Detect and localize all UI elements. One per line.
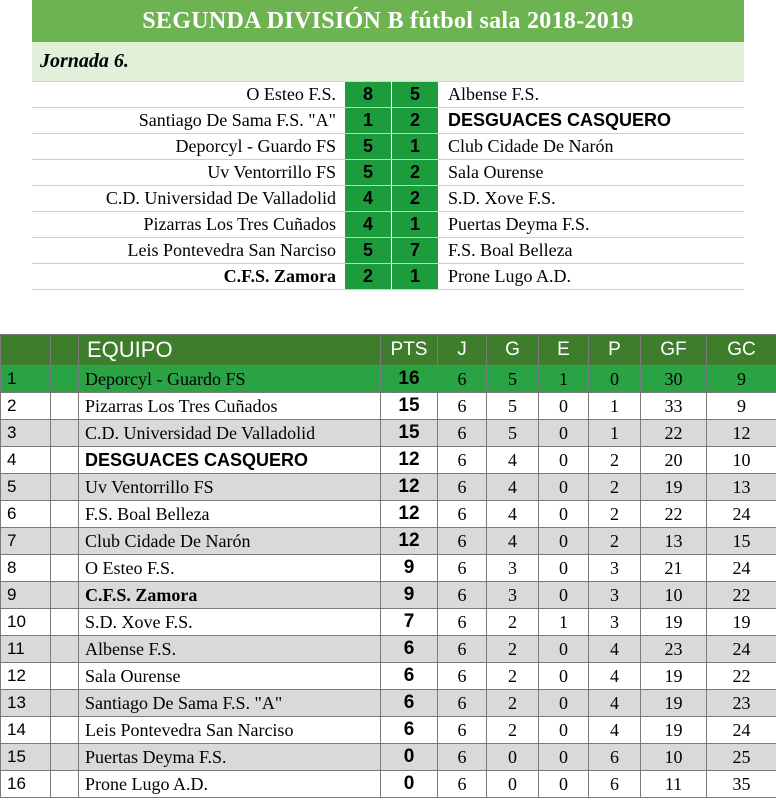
lost: 2 — [589, 447, 641, 474]
lost: 6 — [589, 771, 641, 798]
away-goals: 1 — [391, 264, 438, 289]
drawn: 0 — [539, 717, 589, 744]
drawn: 0 — [539, 555, 589, 582]
played: 6 — [438, 771, 487, 798]
won: 2 — [487, 636, 539, 663]
position: 7 — [1, 528, 51, 555]
won: 4 — [487, 447, 539, 474]
position: 4 — [1, 447, 51, 474]
page-title: SEGUNDA DIVISIÓN B fútbol sala 2018-2019 — [32, 0, 744, 42]
lost: 2 — [589, 474, 641, 501]
goals-against: 25 — [707, 744, 776, 771]
goals-against: 13 — [707, 474, 776, 501]
header-goals-against: GC — [707, 335, 776, 366]
drawn: 0 — [539, 528, 589, 555]
goals-for: 20 — [641, 447, 707, 474]
result-row — [32, 160, 744, 186]
won: 3 — [487, 555, 539, 582]
team-name: Leis Pontevedra San Narciso — [79, 717, 381, 744]
home-team: O Esteo F.S. — [246, 84, 336, 104]
position: 9 — [1, 582, 51, 609]
home-team: C.F.S. Zamora — [223, 266, 336, 286]
position: 3 — [1, 420, 51, 447]
header-team: EQUIPO — [79, 335, 381, 366]
team-name: C.F.S. Zamora — [79, 582, 381, 609]
results-block — [32, 0, 744, 290]
played: 6 — [438, 690, 487, 717]
lost: 1 — [589, 420, 641, 447]
blank-cell — [51, 771, 79, 798]
away-team: DESGUACES CASQUERO — [448, 110, 672, 130]
played: 6 — [438, 420, 487, 447]
result-row — [32, 108, 744, 134]
home-team: C.D. Universidad De Valladolid — [105, 188, 336, 208]
drawn: 0 — [539, 447, 589, 474]
goals-against: 23 — [707, 690, 776, 717]
position: 11 — [1, 636, 51, 663]
team-name: Uv Ventorrillo FS — [79, 474, 381, 501]
table-header-row — [1, 335, 776, 366]
goals-against: 19 — [707, 609, 776, 636]
won: 0 — [487, 744, 539, 771]
lost: 4 — [589, 663, 641, 690]
position: 2 — [1, 393, 51, 420]
played: 6 — [438, 528, 487, 555]
table-row — [1, 447, 776, 474]
points: 7 — [381, 609, 438, 636]
header-pos — [1, 335, 51, 366]
header-lost: P — [589, 335, 641, 366]
home-goals: 5 — [344, 160, 391, 185]
result-row — [32, 212, 744, 238]
result-row — [32, 264, 744, 290]
away-goals: 7 — [391, 238, 438, 263]
won: 4 — [487, 528, 539, 555]
played: 6 — [438, 474, 487, 501]
drawn: 0 — [539, 582, 589, 609]
round-label: Jornada 6. — [32, 42, 744, 82]
home-team: Leis Pontevedra San Narciso — [127, 240, 336, 260]
home-goals: 5 — [344, 238, 391, 263]
goals-for: 10 — [641, 744, 707, 771]
points: 6 — [381, 636, 438, 663]
drawn: 0 — [539, 474, 589, 501]
goals-against: 22 — [707, 663, 776, 690]
goals-against: 10 — [707, 447, 776, 474]
drawn: 0 — [539, 636, 589, 663]
goals-for: 33 — [641, 393, 707, 420]
played: 6 — [438, 636, 487, 663]
blank-cell — [51, 393, 79, 420]
away-team: Sala Ourense — [448, 162, 544, 182]
lost: 3 — [589, 555, 641, 582]
table-row — [1, 663, 776, 690]
header-goals-for: GF — [641, 335, 707, 366]
points: 6 — [381, 717, 438, 744]
points: 15 — [381, 420, 438, 447]
points: 12 — [381, 528, 438, 555]
position: 10 — [1, 609, 51, 636]
position: 1 — [1, 366, 51, 393]
team-name: F.S. Boal Belleza — [79, 501, 381, 528]
drawn: 1 — [539, 609, 589, 636]
header-played: J — [438, 335, 487, 366]
won: 5 — [487, 366, 539, 393]
points: 6 — [381, 690, 438, 717]
home-team: Pizarras Los Tres Cuñados — [143, 214, 336, 234]
team-name: Santiago De Sama F.S. "A" — [79, 690, 381, 717]
lost: 3 — [589, 609, 641, 636]
played: 6 — [438, 447, 487, 474]
points: 12 — [381, 501, 438, 528]
team-name: Club Cidade De Narón — [79, 528, 381, 555]
goals-for: 13 — [641, 528, 707, 555]
drawn: 0 — [539, 663, 589, 690]
header-pts: PTS — [381, 335, 438, 366]
points: 12 — [381, 447, 438, 474]
blank-cell — [51, 528, 79, 555]
team-name: Deporcyl - Guardo FS — [79, 366, 381, 393]
away-team: F.S. Boal Belleza — [448, 240, 573, 260]
played: 6 — [438, 609, 487, 636]
blank-cell — [51, 609, 79, 636]
goals-for: 19 — [641, 474, 707, 501]
lost: 4 — [589, 636, 641, 663]
goals-for: 30 — [641, 366, 707, 393]
team-name: Prone Lugo A.D. — [79, 771, 381, 798]
goals-against: 24 — [707, 636, 776, 663]
standings-table — [0, 334, 776, 798]
drawn: 0 — [539, 771, 589, 798]
goals-for: 19 — [641, 663, 707, 690]
position: 8 — [1, 555, 51, 582]
result-row — [32, 238, 744, 264]
away-team: S.D. Xove F.S. — [448, 188, 556, 208]
away-goals: 2 — [391, 160, 438, 185]
goals-against: 9 — [707, 393, 776, 420]
home-team: Santiago De Sama F.S. "A" — [138, 110, 336, 130]
position: 14 — [1, 717, 51, 744]
drawn: 0 — [539, 690, 589, 717]
position: 6 — [1, 501, 51, 528]
team-name: O Esteo F.S. — [79, 555, 381, 582]
lost: 6 — [589, 744, 641, 771]
blank-cell — [51, 555, 79, 582]
blank-cell — [51, 717, 79, 744]
drawn: 0 — [539, 420, 589, 447]
blank-cell — [51, 663, 79, 690]
drawn: 0 — [539, 501, 589, 528]
won: 2 — [487, 663, 539, 690]
away-goals: 1 — [391, 212, 438, 237]
goals-for: 23 — [641, 636, 707, 663]
away-team: Puertas Deyma F.S. — [448, 214, 590, 234]
away-team: Prone Lugo A.D. — [448, 266, 571, 286]
played: 6 — [438, 366, 487, 393]
position: 12 — [1, 663, 51, 690]
blank-cell — [51, 744, 79, 771]
result-row — [32, 82, 744, 108]
lost: 4 — [589, 690, 641, 717]
goals-against: 24 — [707, 555, 776, 582]
goals-against: 24 — [707, 501, 776, 528]
won: 4 — [487, 474, 539, 501]
table-row — [1, 771, 776, 798]
header-drawn: E — [539, 335, 589, 366]
blank-cell — [51, 636, 79, 663]
played: 6 — [438, 582, 487, 609]
team-name: Sala Ourense — [79, 663, 381, 690]
home-goals: 4 — [344, 212, 391, 237]
played: 6 — [438, 744, 487, 771]
away-goals: 2 — [391, 108, 438, 133]
won: 5 — [487, 393, 539, 420]
table-row — [1, 555, 776, 582]
goals-against: 35 — [707, 771, 776, 798]
won: 0 — [487, 771, 539, 798]
lost: 3 — [589, 582, 641, 609]
blank-cell — [51, 582, 79, 609]
won: 5 — [487, 420, 539, 447]
goals-for: 21 — [641, 555, 707, 582]
won: 2 — [487, 609, 539, 636]
points: 0 — [381, 744, 438, 771]
table-row — [1, 744, 776, 771]
goals-for: 22 — [641, 420, 707, 447]
blank-cell — [51, 501, 79, 528]
team-name: Albense F.S. — [79, 636, 381, 663]
home-goals: 4 — [344, 186, 391, 211]
away-goals: 1 — [391, 134, 438, 159]
points: 9 — [381, 582, 438, 609]
blank-cell — [51, 366, 79, 393]
lost: 2 — [589, 528, 641, 555]
home-team: Uv Ventorrillo FS — [207, 162, 336, 182]
away-goals: 5 — [391, 82, 438, 107]
goals-for: 19 — [641, 609, 707, 636]
result-row — [32, 186, 744, 212]
position: 13 — [1, 690, 51, 717]
table-row — [1, 420, 776, 447]
table-row — [1, 609, 776, 636]
table-row — [1, 393, 776, 420]
won: 4 — [487, 501, 539, 528]
home-team: Deporcyl - Guardo FS — [175, 136, 336, 156]
lost: 1 — [589, 393, 641, 420]
goals-against: 15 — [707, 528, 776, 555]
header-won: G — [487, 335, 539, 366]
won: 2 — [487, 690, 539, 717]
table-row — [1, 474, 776, 501]
points: 12 — [381, 474, 438, 501]
home-goals: 2 — [344, 264, 391, 289]
blank-cell — [51, 420, 79, 447]
home-goals: 8 — [344, 82, 391, 107]
table-row — [1, 636, 776, 663]
won: 2 — [487, 717, 539, 744]
goals-against: 22 — [707, 582, 776, 609]
blank-cell — [51, 474, 79, 501]
played: 6 — [438, 501, 487, 528]
played: 6 — [438, 717, 487, 744]
table-row — [1, 528, 776, 555]
table-row — [1, 582, 776, 609]
position: 16 — [1, 771, 51, 798]
goals-for: 22 — [641, 501, 707, 528]
blank-cell — [51, 690, 79, 717]
away-team: Albense F.S. — [448, 84, 540, 104]
lost: 2 — [589, 501, 641, 528]
points: 15 — [381, 393, 438, 420]
played: 6 — [438, 555, 487, 582]
drawn: 0 — [539, 393, 589, 420]
played: 6 — [438, 663, 487, 690]
goals-against: 24 — [707, 717, 776, 744]
team-name: C.D. Universidad De Valladolid — [79, 420, 381, 447]
points: 9 — [381, 555, 438, 582]
team-name: Pizarras Los Tres Cuñados — [79, 393, 381, 420]
played: 6 — [438, 393, 487, 420]
table-row — [1, 717, 776, 744]
points: 6 — [381, 663, 438, 690]
points: 0 — [381, 771, 438, 798]
home-goals: 5 — [344, 134, 391, 159]
table-row — [1, 501, 776, 528]
drawn: 0 — [539, 744, 589, 771]
lost: 4 — [589, 717, 641, 744]
away-team: Club Cidade De Narón — [448, 136, 614, 156]
team-name: DESGUACES CASQUERO — [79, 447, 381, 474]
goals-for: 10 — [641, 582, 707, 609]
team-name: Puertas Deyma F.S. — [79, 744, 381, 771]
team-name: S.D. Xove F.S. — [79, 609, 381, 636]
away-goals: 2 — [391, 186, 438, 211]
goals-for: 19 — [641, 717, 707, 744]
goals-against: 12 — [707, 420, 776, 447]
position: 5 — [1, 474, 51, 501]
blank-cell — [51, 447, 79, 474]
goals-for: 11 — [641, 771, 707, 798]
goals-for: 19 — [641, 690, 707, 717]
home-goals: 1 — [344, 108, 391, 133]
lost: 0 — [589, 366, 641, 393]
result-row — [32, 134, 744, 160]
drawn: 1 — [539, 366, 589, 393]
goals-against: 9 — [707, 366, 776, 393]
table-row — [1, 690, 776, 717]
position: 15 — [1, 744, 51, 771]
won: 3 — [487, 582, 539, 609]
table-row — [1, 366, 776, 393]
points: 16 — [381, 366, 438, 393]
header-blank — [51, 335, 79, 366]
